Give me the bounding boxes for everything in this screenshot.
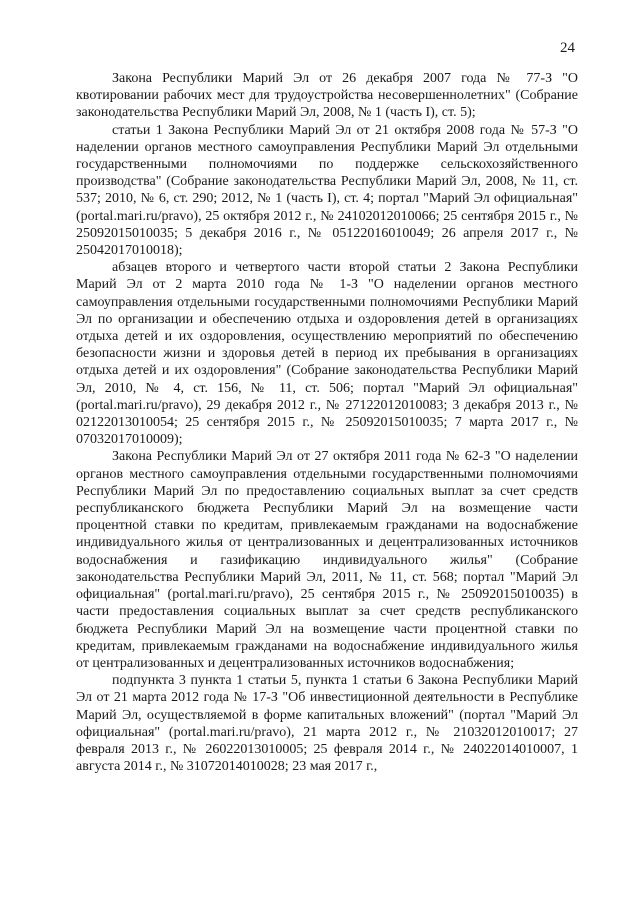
- paragraph-1: Закона Республики Марий Эл от 26 декабря 2007 года № 77-З "О квотировании рабочих мест для трудоустройства несовершеннолетних" (Собрание законодательства Республики Марий Эл, 2008, № 1 (часть I), ст. 5);: [76, 71, 578, 121]
- page-number: 24: [560, 40, 575, 56]
- paragraph-5: подпункта 3 пункта 1 статьи 5, пункта 1 статьи 6 Закона Республики Марий Эл от 21 марта 2012 года № 17-З "Об инвестиционной деятельности в Республике Марий Эл, осуществляемой в форме капитальных вложений" (портал "Марий Эл официальная" (portal.mari.ru/pravo), 21 марта 2012 г., № 21032012010017; 27 февраля 2013 г., № 26022013010005; 25 февраля 2014 г., № 24022014010007, 1 августа 2014 г., № 31072014010028; 23 мая 2017 г.,: [76, 673, 578, 775]
- paragraph-3: абзацев второго и четвертого части второй статьи 2 Закона Республики Марий Эл от 2 марта 2010 года № 1-З "О наделении органов местного самоуправления отдельными государственными полномочиями Республики Марий Эл по организации и обеспечению отдыха и оздоровления детей в организациях отдыха детей и их оздоровления, осуществлению мероприятий по обеспечению безопасности жизни и здоровья детей в период их пребывания в организациях отдыха детей и их оздоровления" (Собрание законодательства Республики Марий Эл, 2010, № 4, ст. 156, № 11, ст. 506; портал "Марий Эл официальная" (portal.mari.ru/pravo), 29 декабря 2012 г., № 27122012010083; 3 декабря 2013 г., № 02122013010054; 25 сентября 2015 г., № 25092015010035; 7 марта 2017 г., № 07032017010009);: [76, 260, 578, 448]
- paragraph-2: статьи 1 Закона Республики Марий Эл от 21 октября 2008 года № 57-З "О наделении органов местного самоуправления Республики Марий Эл отдельными государственными полномочиями по поддержке сельскохозяйственного производства" (Собрание законодательства Республики Марий Эл, 2008, № 11, ст. 537; 2010, № 6, ст. 290; 2012, № 1 (часть I), ст. 4; портал "Марий Эл официальная" (portal.mari.ru/pravo), 25 октября 2012 г., № 24102012010066; 25 сентября 2015 г., № 25092015010035; 5 декабря 2016 г., № 05122016010049; 26 апреля 2017 г., № 25042017010018);: [76, 122, 578, 259]
- document-body: [76, 70, 578, 775]
- paragraph-4: Закона Республики Марий Эл от 27 октября 2011 года № 62-З "О наделении органов местного самоуправления отдельными государственными полномочиями Республики Марий Эл по предоставлению социальных выплат за счет средств республиканского бюджета Республики Марий Эл на возмещение части процентной ставки по кредитам, привлекаемым гражданами на водоснабжение индивидуального жилья от централизованных и децентрализованных источников водоснабжения и газификацию индивидуального жилья" (Собрание законодательства Республики Марий Эл, 2011, № 11, ст. 568; портал "Марий Эл официальная" (portal.mari.ru/pravo), 25 сентября 2015 г., № 25092015010035) в части предоставления социальных выплат за счет средств республиканского бюджета Республики Марий Эл на возмещение части процентной ставки по кредитам, привлекаемым гражданами на водоснабжение индивидуального жилья от централизованных и децентрализованных источников водоснабжения;: [76, 449, 578, 671]
